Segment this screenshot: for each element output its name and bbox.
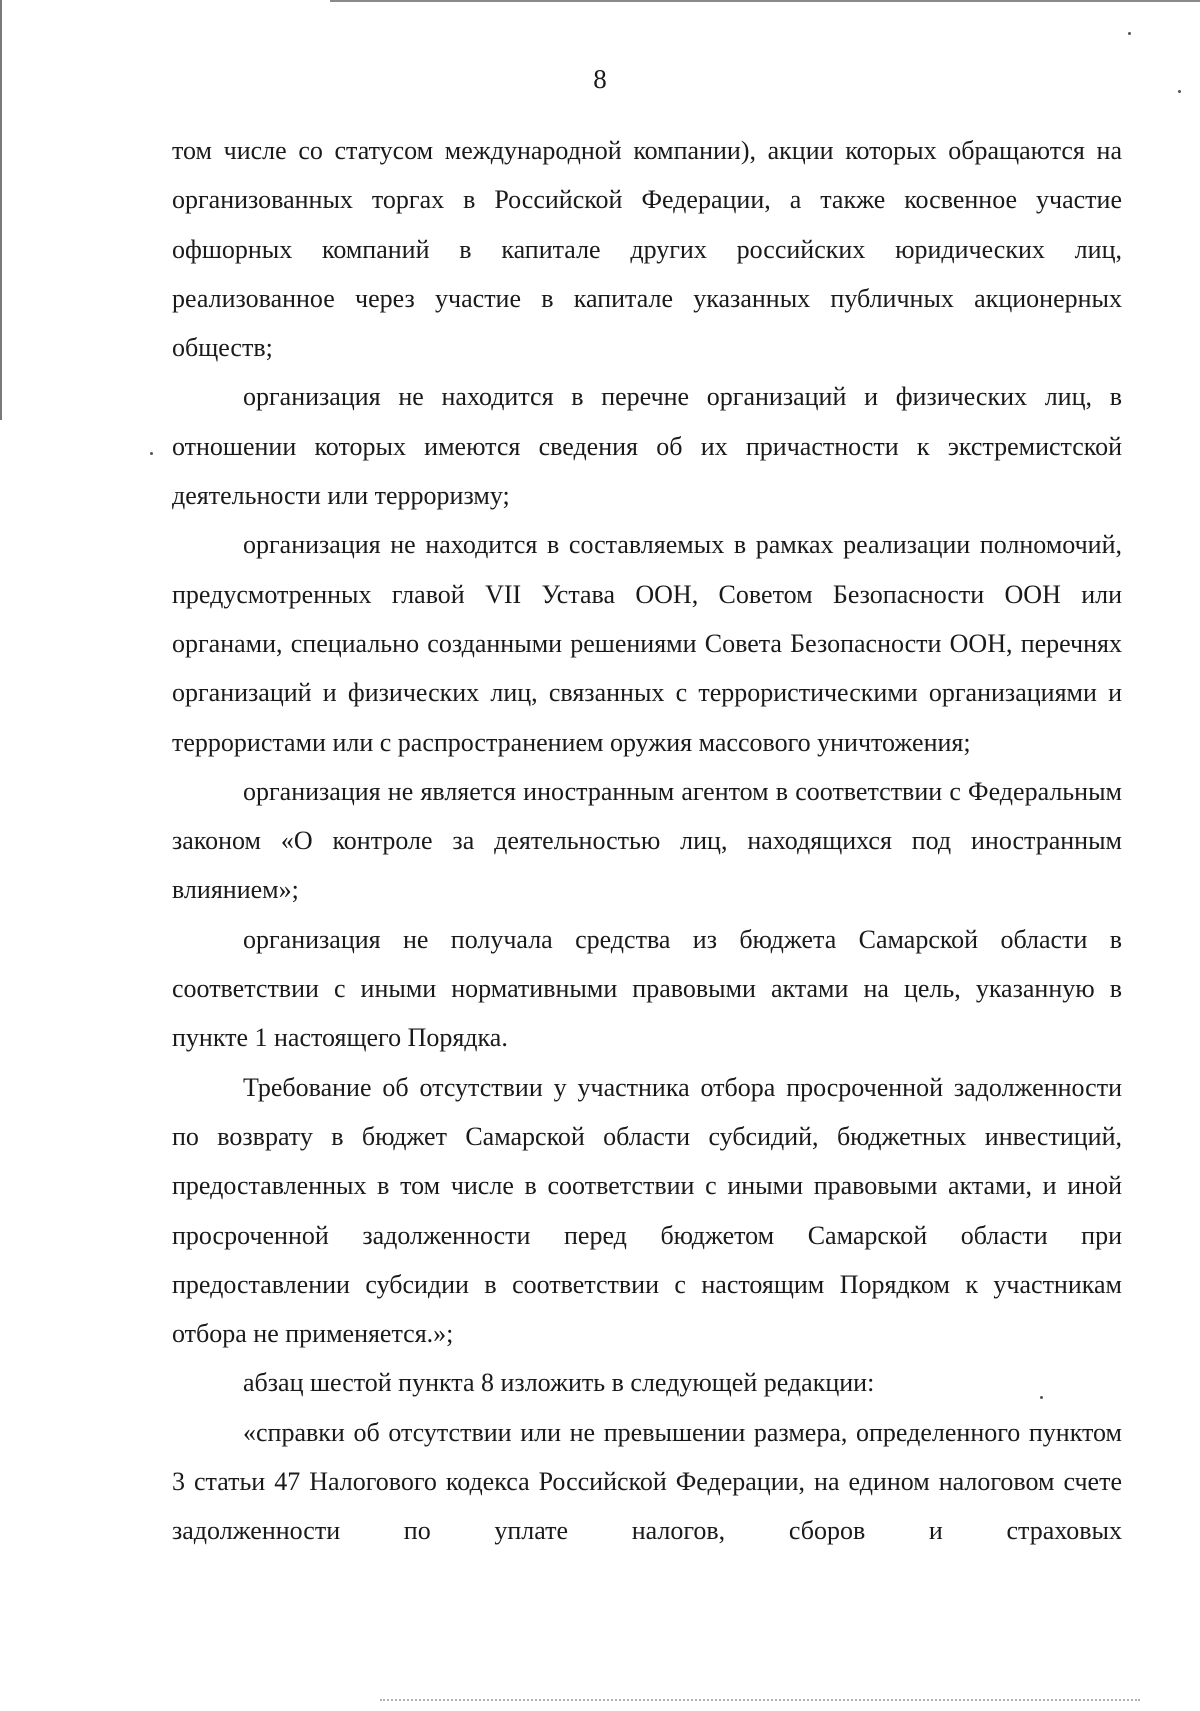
scan-edge-bottom [380, 1699, 1140, 1703]
page-number: 8 [593, 64, 607, 94]
paragraph-foreign-agent: организация не является иностранным агентом в соответствии с Федеральным законом «О контроле за деятельностью лиц, находящихся под иностранным влиянием»; [172, 776, 1122, 905]
paragraph-debt-requirement: Требование об отсутствии у участника отбора просроченной задолженности по возврату в бюджет Самарской области субсидий, бюджетных инвестиций, предоставленных в том числе в соответствии с иными правовыми актами, и иной просроченной задолженности перед бюджетом Самарской области при предоставлении субсидии в соответствии с настоящим Порядком к участникам отбора не применяется.»; [172, 1072, 1122, 1349]
scan-speck [150, 452, 153, 455]
paragraph-continuation: том числе со статусом международной компании), акции которых обращаются на организованных торгах в Российской Федерации, а также косвенное участие офшорных компаний в капитале других российских юридических лиц, реализованное через участие в капитале указанных публичных акционерных обществ; [172, 136, 1122, 363]
paragraph-un-security-council-list: организация не находится в составляемых в рамках реализации полномочий, предусмотренных главой VII Устава ООН, Советом Безопасности ООН или органами, специально созданными решениями Совета Безопасности ООН, перечнях организаций и физических лиц, связанных с террористическими организациями и террористами или с распространением оружия массового уничтожения; [172, 530, 1122, 757]
paragraph-amendment-instruction: абзац шестой пункта 8 изложить в следующей редакции: [243, 1368, 875, 1398]
scan-speck [1128, 32, 1131, 35]
paragraph-tax-certificate: «справки об отсутствии или не превышении размера, определенного пунктом 3 статьи 47 Налогового кодекса Российской Федерации, на едином налоговом счете задолженности по уплате налогов, сборов и страховых [172, 1417, 1122, 1546]
paragraph-no-budget-funds: организация не получала средства из бюджета Самарской области в соответствии с иными нормативными правовыми актами на цель, указанную в пункте 1 настоящего Порядка. [172, 924, 1122, 1053]
document-body [172, 126, 1122, 1556]
paragraph-extremism-list: организация не находится в перечне организаций и физических лиц, в отношении которых имеются сведения об их причастности к экстремистской деятельности или терроризму; [172, 382, 1122, 511]
scan-edge-top [330, 0, 1200, 2]
